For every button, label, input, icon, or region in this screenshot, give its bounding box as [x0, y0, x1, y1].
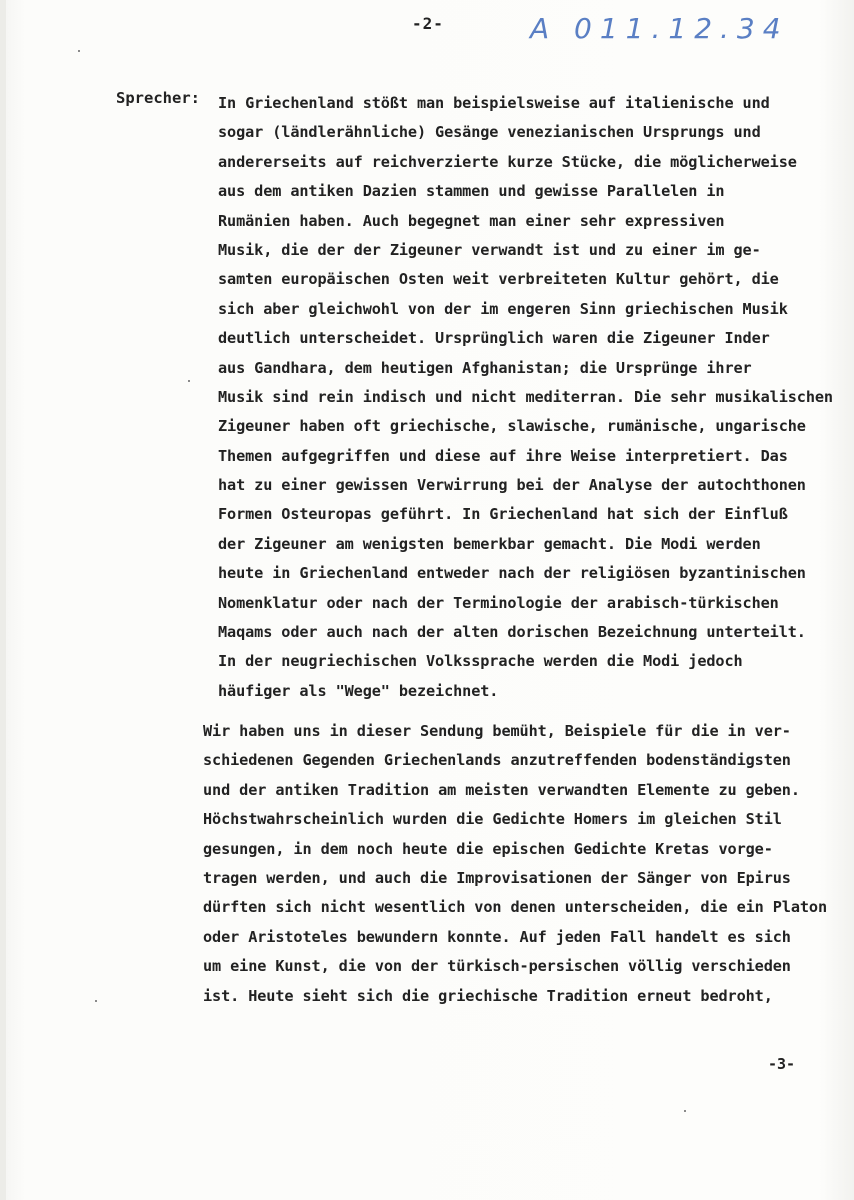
text-line: samten europäischen Osten weit verbreiteten Kultur gehört, die: [218, 270, 779, 289]
text-line: aus dem antiken Dazien stammen und gewisse Parallelen in: [218, 182, 725, 201]
text-line: Höchstwahrscheinlich wurden die Gedichte Homers im gleichen Stil: [203, 810, 782, 829]
text-line: oder Aristoteles bewundern konnte. Auf jeden Fall handelt es sich: [203, 927, 791, 946]
page-number: -2-: [412, 14, 444, 33]
text-line: In der neugriechischen Volkssprache werden die Modi jedoch: [218, 652, 743, 671]
speaker-label: Sprecher:: [116, 89, 200, 107]
text-line: hat zu einer gewissen Verwirrung bei der Analyse der autochthonen: [218, 476, 806, 495]
text-line: Themen aufgegriffen und diese auf ihre Weise interpretiert. Das: [218, 446, 788, 465]
text-line: gesungen, in dem noch heute die epischen Gedichte Kretas vorge-: [203, 839, 773, 858]
text-line: ist. Heute sieht sich die griechische Tradition erneut bedroht,: [203, 986, 773, 1005]
text-line: sogar (ländlerähnliche) Gesänge venezianischen Ursprungs und: [218, 123, 761, 142]
text-line: Maqams oder auch nach der alten dorischen Bezeichnung unterteilt.: [218, 623, 806, 642]
text-line: der Zigeuner am wenigsten bemerkbar gemacht. Die Modi werden: [218, 534, 761, 553]
text-line: Formen Osteuropas geführt. In Griechenland hat sich der Einfluß: [218, 505, 788, 524]
text-line: Rumänien haben. Auch begegnet man einer sehr expressiven: [218, 211, 725, 230]
next-page-marker: -3-: [768, 1055, 796, 1073]
text-line: dürften sich nicht wesentlich von denen unterscheiden, die ein Platon: [203, 898, 828, 917]
text-line: aus Gandhara, dem heutigen Afghanistan; die Ursprünge ihrer: [218, 358, 752, 377]
paragraph-1: [218, 89, 838, 706]
text-line: andererseits auf reichverzierte kurze Stücke, die möglicherweise: [218, 152, 797, 171]
text-line: In Griechenland stößt man beispielsweise auf italienische und: [218, 94, 770, 112]
text-line: heute in Griechenland entweder nach der religiösen byzantinischen: [218, 564, 806, 583]
text-line: häufiger als "Wege" bezeichnet.: [218, 681, 499, 700]
paper-speck: [188, 380, 190, 382]
text-line: deutlich unterscheidet. Ursprünglich waren die Zigeuner Inder: [218, 329, 770, 348]
paper-speck: [78, 50, 80, 52]
paper-speck: [95, 1000, 97, 1002]
text-line: um eine Kunst, die von der türkisch-persischen völlig verschieden: [203, 957, 791, 976]
paper-edge-shadow: [0, 0, 6, 1200]
paragraph-2: [203, 717, 828, 1011]
text-line: Wir haben uns in dieser Sendung bemüht, Beispiele für die in ver-: [203, 722, 791, 740]
text-line: tragen werden, und auch die Improvisationen der Sänger von Epirus: [203, 868, 791, 887]
text-line: Zigeuner haben oft griechische, slawische, rumänische, ungarische: [218, 417, 806, 436]
text-line: Musik, die der der Zigeuner verwandt ist und zu einer im ge-: [218, 240, 761, 259]
archive-reference-handwritten: A 011.12.34: [530, 12, 789, 45]
paper-speck: [684, 1110, 686, 1112]
text-line: schiedenen Gegenden Griechenlands anzutreffenden bodenständigsten: [203, 751, 791, 770]
text-line: sich aber gleichwohl von der im engeren Sinn griechischen Musik: [218, 299, 788, 318]
text-line: Nomenklatur oder nach der Terminologie der arabisch-türkischen: [218, 593, 779, 612]
text-line: und der antiken Tradition am meisten verwandten Elemente zu geben.: [203, 780, 800, 799]
text-line: Musik sind rein indisch und nicht mediterran. Die sehr musikalischen: [218, 387, 833, 406]
